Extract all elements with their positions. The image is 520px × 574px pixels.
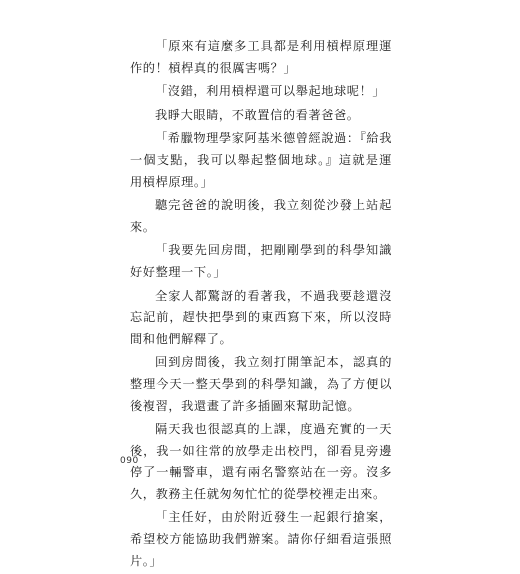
paragraph: 回到房間後，我立刻打開筆記本，認真的整理今天一整天學到的科學知識，為了方便以後複習，我還畫了許多插圖來幫助記憶。	[130, 355, 392, 413]
paragraph: 「主任好，由於附近發生一起銀行搶案，希望校方能協助我們辦案。請你仔細看這張照片。」	[130, 510, 392, 568]
paragraph: 我睜大眼睛，不敢置信的看著爸爸。	[155, 107, 360, 122]
paragraph: 隔天我也很認真的上課，度過充實的一天後，我一如往常的放學走出校門，卻看見旁邊停了一輛警車，還有兩名警察站在一旁。沒多久，教務主任就匆匆忙忙的從學校裡走出來。	[130, 422, 392, 501]
page-number: 090	[120, 456, 139, 466]
paragraph: 「沒錯，利用槓桿還可以舉起地球呢！」	[155, 84, 386, 99]
paragraph: 「希臘物理學家阿基米德曾經說過：『給我一個支點，我可以舉起整個地球。』這就是運用槓桿原理。」	[130, 131, 392, 189]
paragraph: 「原來有這麼多工具都是利用槓桿原理運作的！槓桿真的很厲害嗎？」	[130, 39, 392, 75]
paragraph: 「我要先回房間，把剛剛學到的科學知識好好整理一下。」	[130, 243, 392, 279]
body-text	[130, 36, 392, 574]
paragraph: 聽完爸爸的說明後，我立刻從沙發上站起來。	[130, 198, 392, 234]
paragraph: 全家人都驚訝的看著我，不過我要趁還沒忘記前，趕快把學到的東西寫下來，所以沒時間和他們解釋了。	[130, 288, 392, 346]
